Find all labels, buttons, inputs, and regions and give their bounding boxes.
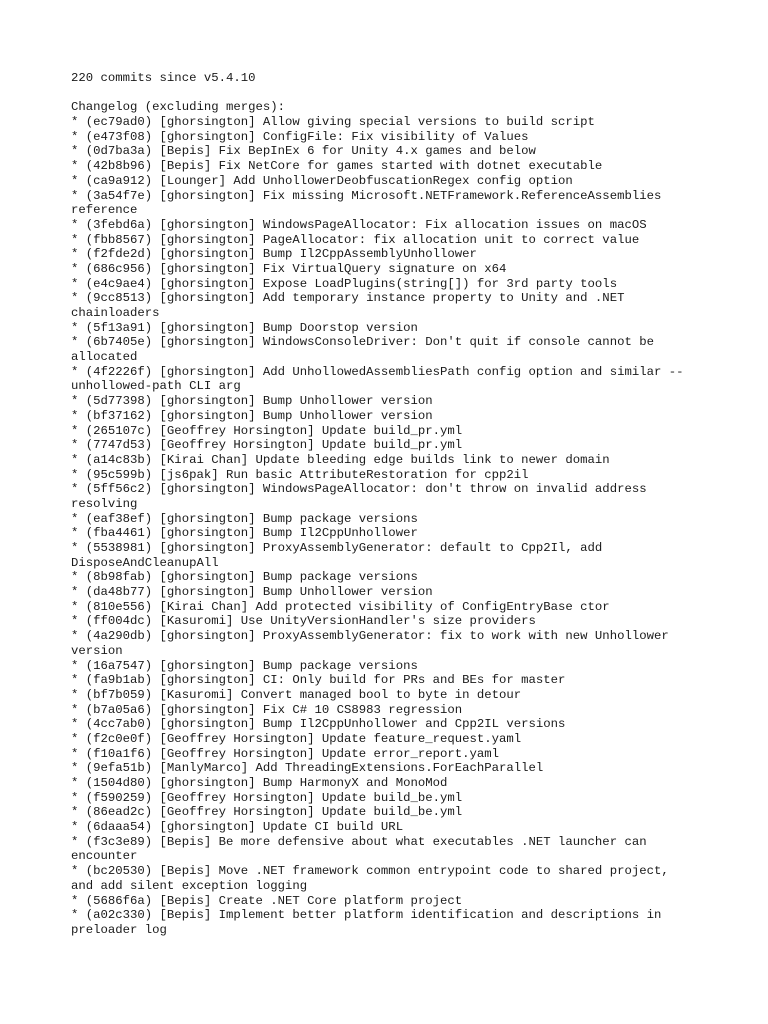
changelog-line: allocated (71, 350, 138, 365)
changelog-document (71, 71, 731, 938)
changelog-line: * (e473f08) [ghorsington] ConfigFile: Fix visibility of Values (71, 129, 529, 144)
changelog-line: chainloaders (71, 306, 160, 320)
changelog-line: * (fba4461) [ghorsington] Bump Il2CppUnhollower (71, 526, 418, 541)
changelog-line: * (6b7405e) [ghorsington] WindowsConsoleDriver: Don't quit if console cannot be (71, 335, 654, 350)
commit-count-summary: 220 commits since v5.4.10 (71, 71, 256, 85)
changelog-line: and add silent exception logging (71, 878, 308, 893)
changelog-line: * (3a54f7e) [ghorsington] Fix missing Microsoft.NETFramework.ReferenceAssemblies (71, 188, 662, 203)
changelog-line: encounter (71, 849, 138, 864)
blank-line (71, 86, 731, 101)
changelog-line: * (9cc8513) [ghorsington] Add temporary instance property to Unity and .NET (71, 291, 625, 306)
changelog-line: reference (71, 203, 138, 218)
changelog-line: * (ff004dc) [Kasuromi] Use UnityVersionHandler's size providers (71, 614, 536, 629)
changelog-line: * (7747d53) [Geoffrey Horsington] Update build_pr.yml (71, 438, 463, 453)
changelog-line: * (fa9b1ab) [ghorsington] CI: Only build for PRs and BEs for master (71, 673, 566, 688)
changelog-line: * (0d7ba3a) [Bepis] Fix BepInEx 6 for Unity 4.x games and below (71, 144, 536, 159)
changelog-line: * (bc20530) [Bepis] Move .NET framework common entrypoint code to shared project, (71, 864, 669, 879)
changelog-line: * (5686f6a) [Bepis] Create .NET Core platform project (71, 893, 463, 908)
changelog-line: * (f590259) [Geoffrey Horsington] Update build_be.yml (71, 790, 463, 805)
changelog-line: * (f10a1f6) [Geoffrey Horsington] Update error_report.yaml (71, 746, 500, 761)
changelog-line: * (a14c83b) [Kirai Chan] Update bleeding edge builds link to newer domain (71, 452, 610, 467)
changelog-line: * (265107c) [Geoffrey Horsington] Update build_pr.yml (71, 423, 463, 438)
changelog-line: * (9efa51b) [ManlyMarco] Add ThreadingExtensions.ForEachParallel (71, 761, 544, 776)
changelog-line: * (ca9a912) [Lounger] Add UnhollowerDeobfuscationRegex config option (71, 173, 573, 188)
changelog-line: * (6daaa54) [ghorsington] Update CI build URL (71, 820, 404, 835)
changelog-line: * (8b98fab) [ghorsington] Bump package versions (71, 570, 418, 585)
changelog-line: * (5538981) [ghorsington] ProxyAssemblyGenerator: default to Cpp2Il, add (71, 541, 603, 555)
changelog-line: * (b7a05a6) [ghorsington] Fix C# 10 CS8983 regression (71, 702, 463, 717)
changelog-line: preloader log (71, 922, 167, 937)
changelog-line: * (5d77398) [ghorsington] Bump Unhollower version (71, 394, 433, 409)
changelog-line: * (bf7b059) [Kasuromi] Convert managed bool to byte in detour (71, 687, 522, 702)
changelog-line: * (1504d80) [ghorsington] Bump HarmonyX and MonoMod (71, 776, 448, 790)
changelog-line: DisposeAndCleanupAll (71, 555, 219, 570)
changelog-line: * (f3c3e89) [Bepis] Be more defensive about what executables .NET launcher can (71, 834, 647, 849)
changelog-lines (71, 115, 731, 938)
changelog-line: * (5f13a91) [ghorsington] Bump Doorstop version (71, 320, 418, 335)
changelog-line: * (a02c330) [Bepis] Implement better platform identification and descriptions in (71, 908, 662, 923)
changelog-line: * (810e556) [Kirai Chan] Add protected visibility of ConfigEntryBase ctor (71, 599, 610, 614)
changelog-line: version (71, 643, 123, 658)
changelog-line: * (eaf38ef) [ghorsington] Bump package versions (71, 511, 418, 526)
changelog-line: * (e4c9ae4) [ghorsington] Expose LoadPlugins(string[]) for 3rd party tools (71, 276, 618, 291)
changelog-line: * (f2fde2d) [ghorsington] Bump Il2CppAssemblyUnhollower (71, 247, 477, 262)
changelog-line: * (fbb8567) [ghorsington] PageAllocator: fix allocation unit to correct value (71, 232, 640, 247)
changelog-heading: Changelog (excluding merges): (71, 100, 286, 115)
changelog-line: * (f2c0e0f) [Geoffrey Horsington] Update feature_request.yaml (71, 731, 522, 746)
changelog-line: * (4cc7ab0) [ghorsington] Bump Il2CppUnhollower and Cpp2IL versions (71, 717, 566, 732)
changelog-line: * (16a7547) [ghorsington] Bump package versions (71, 658, 418, 673)
changelog-line: * (ec79ad0) [ghorsington] Allow giving special versions to build script (71, 115, 595, 130)
changelog-line: * (bf37162) [ghorsington] Bump Unhollower version (71, 408, 433, 423)
changelog-line: * (686c956) [ghorsington] Fix VirtualQuery signature on x64 (71, 261, 507, 276)
changelog-line: * (86ead2c) [Geoffrey Horsington] Update build_be.yml (71, 805, 463, 820)
changelog-line: * (4f2226f) [ghorsington] Add UnhollowedAssembliesPath config option and similar -- (71, 364, 684, 379)
changelog-line: * (3febd6a) [ghorsington] WindowsPageAllocator: Fix allocation issues on macOS (71, 217, 647, 232)
changelog-line: resolving (71, 496, 138, 511)
changelog-line: * (95c599b) [js6pak] Run basic AttributeRestoration for cpp2il (71, 467, 529, 482)
changelog-line: * (5ff56c2) [ghorsington] WindowsPageAllocator: don't throw on invalid address (71, 482, 647, 497)
changelog-line: * (42b8b96) [Bepis] Fix NetCore for games started with dotnet executable (71, 159, 603, 174)
changelog-line: unhollowed-path CLI arg (71, 379, 241, 394)
changelog-line: * (da48b77) [ghorsington] Bump Unhollower version (71, 585, 433, 600)
changelog-line: * (4a290db) [ghorsington] ProxyAssemblyGenerator: fix to work with new Unhollower (71, 629, 669, 644)
